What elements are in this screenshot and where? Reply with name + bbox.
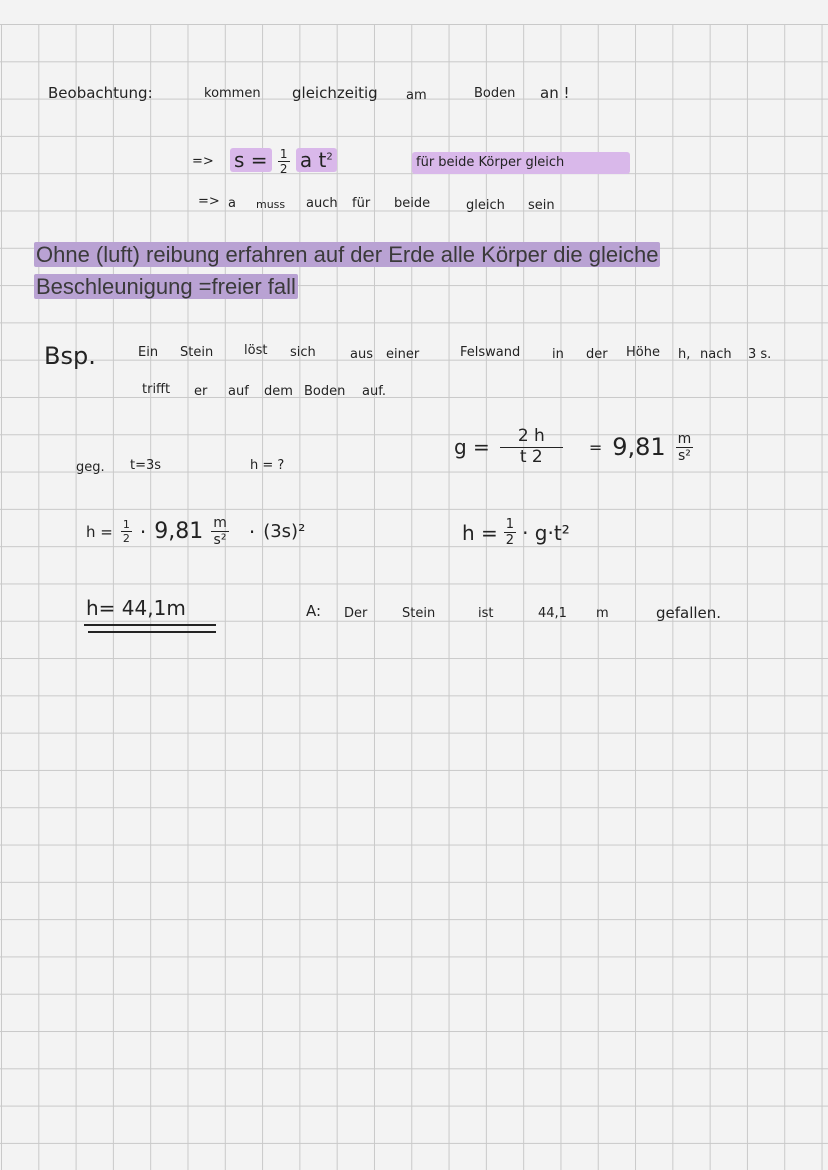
h-formula-half: $\frac{1}{2}$ xyxy=(505,517,515,548)
answer-word: ist xyxy=(478,606,494,621)
formula-at: a $t^2$ xyxy=(296,148,337,172)
h-calc-dot-2: · xyxy=(248,519,256,544)
h-formula-rest: · g·t² xyxy=(522,520,570,545)
observation-label: Beobachtung: xyxy=(48,84,153,102)
example-word: trifft xyxy=(142,382,171,397)
conclusion-word: für xyxy=(352,196,371,211)
g-formula-value: 9,81 xyxy=(612,433,666,461)
observation-word: am xyxy=(406,88,427,103)
example-word: sich xyxy=(290,345,316,360)
answer-word: gefallen. xyxy=(656,604,722,622)
example-word: der xyxy=(586,347,608,362)
half-fraction: $\frac{1}{2}$ xyxy=(279,147,288,176)
example-word: Felswand xyxy=(460,345,521,360)
example-label: Bsp. xyxy=(44,342,96,370)
definition-line-1: Ohne (luft) reibung erfahren auf der Erde alle Körper die gleiche xyxy=(36,242,659,267)
example-word: in xyxy=(552,347,564,362)
example-word: Höhe xyxy=(626,345,660,360)
h-calc-half: $\frac{1}{2}$ xyxy=(122,518,130,545)
g-fraction: $\frac{2 h}{t 2}$ xyxy=(500,428,563,466)
example-word: aus xyxy=(350,347,373,362)
h-calc-unit: $\frac{m}{\text{s²}}$ xyxy=(213,515,227,548)
answer-label: A: xyxy=(306,602,322,620)
example-word: löst xyxy=(244,343,268,358)
example-word: er xyxy=(194,384,208,399)
observation-word: kommen xyxy=(204,86,261,101)
h-calculation xyxy=(86,516,305,547)
observation-word: gleichzeitig xyxy=(292,84,378,102)
h-calc-time: (3s)² xyxy=(263,521,306,542)
definition-line-2: Beschleunigung =freier fall xyxy=(36,274,296,299)
g-unit: $\frac{m}{\text{s²}}$ xyxy=(677,430,692,464)
conclusion-word: muss xyxy=(256,198,286,211)
example-word: Boden xyxy=(304,384,346,399)
example-word: h, xyxy=(678,347,691,362)
implies-arrow-2: => xyxy=(198,194,220,209)
example-word: einer xyxy=(386,347,420,362)
given-label: geg. xyxy=(76,460,105,475)
conclusion-word: a xyxy=(228,196,236,211)
observation-word: an ! xyxy=(540,84,570,102)
example-word: Stein xyxy=(180,345,214,360)
formula-s-eq: s = xyxy=(230,148,272,172)
h-calc-lhs: h = xyxy=(86,522,113,541)
h-calc-value: 9,81 xyxy=(154,519,204,544)
example-word: 3 s. xyxy=(748,347,772,362)
example-word: dem xyxy=(264,384,293,399)
example-word: auf. xyxy=(362,384,386,399)
conclusion-word: sein xyxy=(528,198,555,213)
answer-word: 44,1 xyxy=(538,606,567,621)
given-height: h = ? xyxy=(250,458,285,473)
example-word: Ein xyxy=(138,345,159,360)
g-formula xyxy=(454,428,693,466)
answer-word: Der xyxy=(344,606,368,621)
answer-word: m xyxy=(596,606,609,621)
g-formula-equals: = xyxy=(588,437,603,457)
result-value: h= 44,1m xyxy=(86,596,186,620)
formula-s xyxy=(230,148,337,175)
result-underline-2 xyxy=(88,631,216,633)
formula-note: für beide Körper gleich xyxy=(412,152,630,174)
given-time: t=3s xyxy=(130,458,162,473)
h-formula xyxy=(462,518,570,547)
result-underline-1 xyxy=(84,624,216,626)
h-calc-dot: · xyxy=(139,519,147,544)
example-word: auf xyxy=(228,384,249,399)
h-formula-lhs: h = xyxy=(462,520,498,545)
conclusion-word: auch xyxy=(306,196,338,211)
g-formula-lhs: g = xyxy=(454,435,490,459)
conclusion-word: gleich xyxy=(466,198,505,213)
answer-word: Stein xyxy=(402,606,436,621)
example-word: nach xyxy=(700,347,732,362)
conclusion-word: beide xyxy=(394,196,431,211)
observation-word: Boden xyxy=(474,86,516,101)
implies-arrow: => xyxy=(192,154,214,169)
top-bar xyxy=(0,0,828,24)
